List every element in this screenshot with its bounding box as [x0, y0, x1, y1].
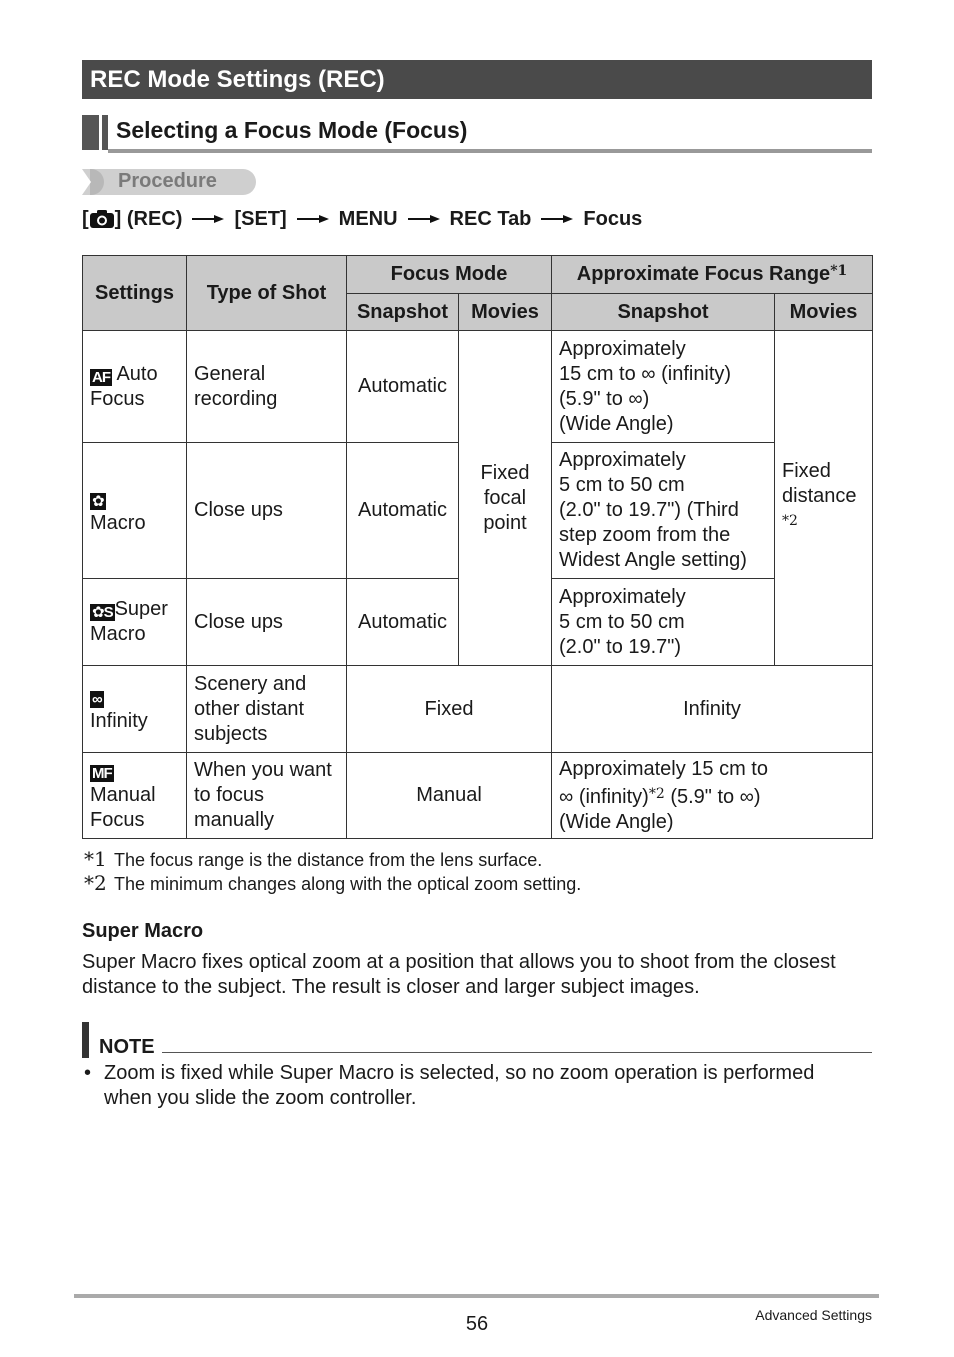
subsection-title: Selecting a Focus Mode (Focus) — [116, 117, 468, 143]
manual-focus-icon: MF — [92, 765, 112, 782]
header-settings: Settings — [83, 256, 187, 331]
header-approx-range: Approximate Focus Range$^{*1}$ — [552, 256, 873, 294]
super-macro-body: Super Macro fixes optical zoom at a position that allows you to shoot from the closest distance to the subject. The result is closer and larger subject images. — [82, 951, 836, 998]
note-body: • Zoom is fixed while Super Macro is selected, so no zoom operation is performed when you slide the zoom controller. — [84, 1062, 815, 1109]
shot-cell: Close ups — [187, 579, 347, 666]
shot-cell: Close ups — [187, 443, 347, 579]
super-macro-heading: Super Macro — [82, 920, 204, 942]
snapshot-mode-cell: Automatic — [347, 579, 459, 666]
subsection-bar-thin — [102, 115, 108, 150]
camera-icon — [89, 208, 115, 231]
snapshot-range-cell: Approximately 5 cm to 50 cm (2.0" to 19.7") — [552, 579, 775, 666]
movies-mode-cell: Fixed focal point — [459, 331, 552, 666]
snapshot-range-cell: Approximately 5 cm to 50 cm (2.0" to 19.7") (Third step zoom from the Widest Angle setting) — [552, 443, 775, 579]
page-number: 56 — [465, 1313, 489, 1335]
mode-cell: Fixed — [347, 666, 552, 753]
snapshot-range-cell: Approximately 15 cm to ∞ (infinity) (5.9" to ∞) (Wide Angle) — [552, 331, 775, 443]
setting-cell: MF Manual Focus — [83, 753, 187, 839]
footnote-ref: *2 — [648, 785, 665, 802]
path-rec-tab: REC Tab — [449, 207, 532, 230]
note-header — [82, 1022, 872, 1058]
footer-section: Advanced Settings — [755, 1307, 872, 1323]
focus-mode-table — [82, 255, 873, 839]
note-bar — [82, 1022, 89, 1058]
setting-cell: ✿ Macro — [83, 443, 187, 579]
procedure-tag — [82, 169, 256, 195]
footnote: *1 The focus range is the distance from the lens surface. — [84, 847, 543, 871]
path-open-bracket: [ — [82, 207, 89, 230]
header-snapshot: Snapshot — [347, 294, 459, 331]
subsection-underline — [108, 149, 872, 153]
setting-cell: ✿S Super Macro — [83, 579, 187, 666]
table-row — [83, 331, 873, 443]
infinity-icon: ∞ — [92, 691, 102, 708]
arrow-right-icon — [541, 208, 573, 231]
header-movies: Movies — [459, 294, 552, 331]
range-cell: Approximately 15 cm to ∞ (infinity)$^{*2}$ (5.9" to ∞) (Wide Angle) — [552, 753, 873, 839]
arrow-right-icon — [192, 208, 224, 231]
table-row — [83, 666, 873, 753]
setting-cell: AF Auto Focus — [83, 331, 187, 443]
menu-path — [82, 205, 642, 233]
procedure-label: Procedure — [118, 170, 217, 192]
arrow-right-icon — [408, 208, 440, 231]
footnote-ref: *2 — [782, 513, 798, 529]
footnote-ref: *1 — [830, 263, 848, 279]
snapshot-mode-cell: Automatic — [347, 443, 459, 579]
setting-cell: ∞ Infinity — [83, 666, 187, 753]
note-label: NOTE — [99, 1036, 155, 1058]
section-title: REC Mode Settings (REC) — [82, 60, 872, 99]
arrow-right-icon — [297, 208, 329, 231]
note-rule — [162, 1052, 872, 1053]
range-cell: Infinity — [552, 666, 873, 753]
shot-cell: When you want to focus manually — [187, 753, 347, 839]
header-snapshot-range: Snapshot — [552, 294, 775, 331]
subsection-header — [82, 113, 872, 153]
path-menu: MENU — [338, 207, 398, 230]
header-type-of-shot: Type of Shot — [187, 256, 347, 331]
footer-rule — [74, 1294, 879, 1298]
bullet-icon: • — [84, 1062, 92, 1084]
header-movies-range: Movies — [775, 294, 873, 331]
footnote: *2 The minimum changes along with the optical zoom setting. — [84, 871, 582, 895]
super-macro-icon: ✿S — [92, 604, 113, 621]
path-set: [SET] — [234, 207, 287, 230]
mode-cell: Manual — [347, 753, 552, 839]
path-rec: ] (REC) — [114, 207, 183, 230]
table-row — [83, 753, 873, 839]
path-focus: Focus — [583, 207, 643, 230]
subsection-bar — [82, 115, 99, 150]
auto-focus-icon: AF — [92, 368, 110, 386]
movies-range-cell: Fixed distance $^{*2}$ — [775, 331, 873, 666]
header-focus-mode: Focus Mode — [347, 256, 552, 294]
snapshot-mode-cell: Automatic — [347, 331, 459, 443]
macro-flower-icon: ✿ — [92, 492, 104, 510]
shot-cell: Scenery and other distant subjects — [187, 666, 347, 753]
shot-cell: General recording — [187, 331, 347, 443]
